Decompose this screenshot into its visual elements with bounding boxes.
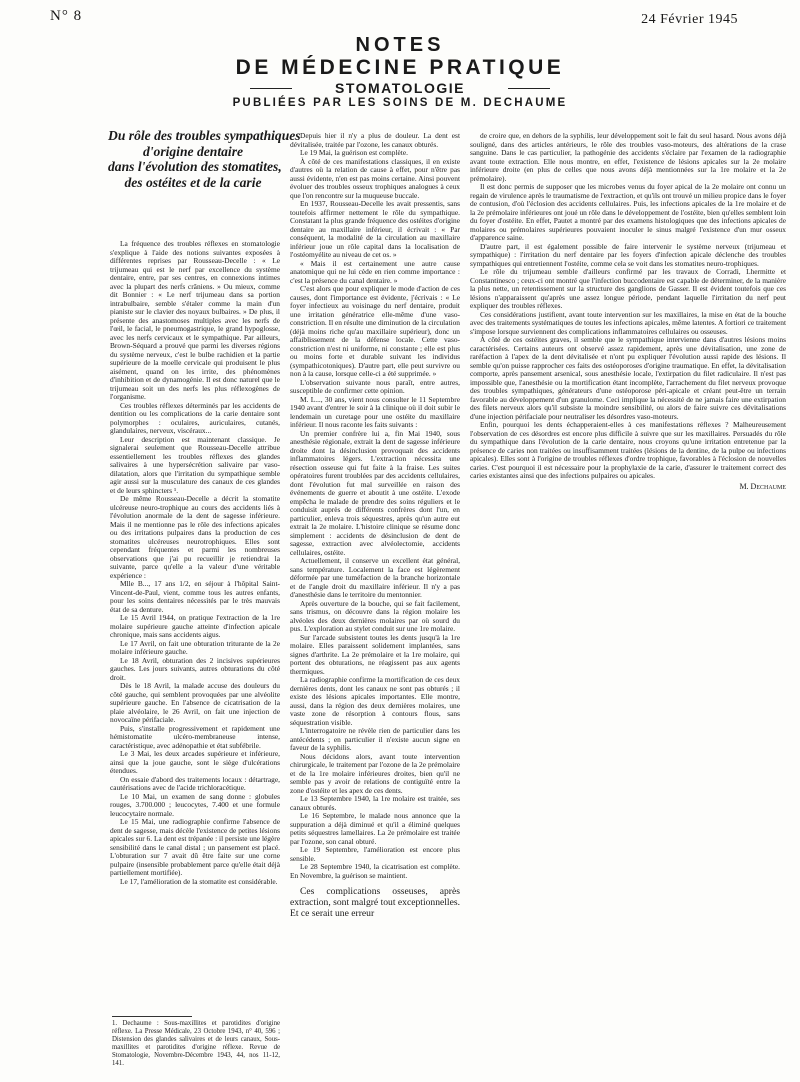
footnote-rule xyxy=(112,1016,192,1017)
paragraph: Le 18 Avril, obturation des 2 incisives supérieures gauches. Les jours suivants, autres obturations du côté droit. xyxy=(110,655,280,682)
paragraph: Le 28 Septembre 1940, la cicatrisation est complète. En Novembre, la guérison se maintient. xyxy=(290,862,460,880)
journal-subtitle: PUBLIÉES PAR LES SOINS DE M. DECHAUME xyxy=(232,97,568,109)
section-heading xyxy=(250,80,550,96)
journal-title-line1: NOTES xyxy=(355,34,445,56)
paragraph: « Mais il est certainement une autre cause anatomique qui ne lui cède en rien comme importance : c'est la présence du canal dentaire. » xyxy=(290,258,460,285)
paragraph: M. L..., 30 ans, vient nous consulter le 11 Septembre 1940 avant d'entrer le soir à la clinique où il doit subir le lendemain un curetage pour une ostéite du maxillaire inférieur. Il nous raconte les faits suivants : xyxy=(290,394,460,429)
paragraph: Ces considérations justifient, avant toute intervention sur les maxillaires, la mise en état de la bouche avec des traitements systématiques de toutes les infections apicales, même latentes. A fortiori ce traitement s'impose lorsque surviennent des complications inflammatoires cellulaires ou osseuses. xyxy=(470,309,786,336)
paragraph: Nous décidons alors, avant toute intervention chirurgicale, le traitement par l'ozone de la 2e prémolaire et de la 1re molaire inférieures droites, bien qu'il ne semble pas y avoir de relations de contiguïté entre la zone d'ostéite et les apex de ces dents. xyxy=(290,751,460,795)
paragraph: Le 13 Septembre 1940, la 1re molaire est traitée, ses canaux obturés. xyxy=(290,794,460,812)
paragraph: Le 17, l'amélioration de la stomatite est considérable. xyxy=(120,876,278,886)
paragraph: Un premier confrère lui a, fin Mai 1940, sous anesthésie régionale, extrait la dent de sagesse inférieure droite dont la désinclusion provoquait des accidents inflammatoires légers. L'extraction nécessita une résection osseuse qui fut faite à la fraise. Les suites opératoires furent troublées par des accidents cellulaires, dont l'évolution fut mal surveillée en raison des événements de guerre et aboutit à une ostéite. L'exode empêcha le malade de prendre des soins réguliers et le conduisit auprès de différents confrères dont l'un, en particulier, enleva trois séquestres, après qu'un autre eut extrait la 2e molaire. L'histoire clinique se résume donc simplement : accidents de désinclusion de dent de sagesse, extraction avec alvéolectomie, accidents cellulaires, ostéite. xyxy=(290,428,460,557)
paragraph: Mlle B..., 17 ans 1/2, en séjour à l'hôpital Saint-Vincent-de-Paul, vient, comme tous les autres enfants, pour les soins dentaires nécessités par le très mauvais état de sa denture. xyxy=(110,579,280,614)
section-rule-left xyxy=(250,88,292,89)
paragraph: Après ouverture de la bouche, qui se fait facilement, sans trismus, on découvre dans la région molaire les alvéoles des deux dernières molaires par où sourd du pus. L'exploration au stylet conduit sur une 1re molaire. xyxy=(290,598,460,633)
paragraph: de croire que, en dehors de la syphilis, leur développement soit le fait du seul hasard. Nous avons déjà souligné, dans des articles antérieurs, le rôle des troubles vaso-moteurs, des altérations de la crase sanguine. Dans le cas particulier, la pathogénie des accidents s'éclaire par l'examen de la radiographie avant toute extraction. Elle nous montre, en effet, l'existence de lésions apicales sur la 2e molaire inférieure droite (en plus de celles que nous avons déjà mentionnées sur la 1re molaire et la 2e prémolaire). xyxy=(470,132,786,183)
paragraph: Le 19 Septembre, l'amélioration est encore plus sensible. xyxy=(290,845,460,863)
paragraph: À côté de ces manifestations classiques, il en existe d'autres où la relation de cause à effet, pour n'être pas aussi évidente, n'en est pas moins certaine. Ainsi pouvent évoluer des troubles osseux trophiques analogues à ceux que l'on rencontre sur la muqueuse buccale. xyxy=(290,156,460,200)
paragraph: Le 10 Mai, un examen de sang donne : globules rouges, 3.700.000 ; leucocytes, 7.400 et une formule leucocytaire normale. xyxy=(110,791,280,818)
article-title-line: d'origine dentaire xyxy=(142,143,244,159)
paragraph: On essaie d'abord des traitements locaux : détartrage, cautérisations avec de l'acide trichloracétique. xyxy=(110,774,280,792)
article-title-line: dans l'évolution des stomatites, xyxy=(108,159,282,174)
paragraph: Le 15 Avril 1944, on pratique l'extraction de la 1re molaire supérieure gauche atteinte d'infection apicale chronique, mais sans accidents aigus. xyxy=(110,613,280,639)
paragraph: Depuis hier il n'y a plus de douleur. La dent est dévitalisée, traitée par l'ozone, les canaux obturés. xyxy=(290,132,460,149)
article-column-3 xyxy=(470,132,786,1082)
section-label: STOMATOLOGIE xyxy=(334,80,465,96)
section-rule-right xyxy=(508,88,550,89)
paragraph-large: Ces complications osseuses, après extraction, sont malgré tout exceptionnelles. Et ce serait une erreur xyxy=(290,886,460,919)
paragraph: Le 17 Avril, on fait une obturation triturante de la 2e molaire inférieure gauche. xyxy=(110,638,280,656)
paragraph: Le 19 Mai, la guérison est complète. xyxy=(300,148,408,157)
article-title-line: Du rôle des troubles sympathiques xyxy=(108,128,301,143)
article-title xyxy=(108,128,301,190)
issue-number: N° 8 xyxy=(50,8,83,24)
paragraph: Le 3 Mai, les deux arcades supérieure et inférieure, ainsi que la joue gauche, sont le siège d'ulcérations étendues. xyxy=(110,749,280,775)
paragraph: Dès le 18 Avril, la malade accuse des douleurs du côté gauche, qui semblent provoquées par une alvéolite supérieure gauche. En l'absence de cicatrisation de la plaie alvéolaire, le 26 Avril, on fait une injection de novocaïne périfaciale. xyxy=(110,681,280,724)
paragraph: En 1937, Rousseau-Decelle les avait pressentis, sans toutefois affirmer nettement le rôle du sympathique. Constatant la plus grande fréquence des ostéites d'origine dentaire au maxillaire inférieur, il écrivait : « Par conséquent, la modalité de la circulation au maxillaire inférieur joue un rôle capital dans la localisation de l'ostéomyélite au niveau de cet os. » xyxy=(290,199,460,259)
journal-title-line2: DE MÉDECINE PRATIQUE xyxy=(235,56,565,79)
paragraph: De même Rousseau-Decelle a décrit la stomatite ulcéreuse neuro-trophique au cours des accidents liés à l'évolution anormale de la dent de sagesse inférieure. Mais il ne mentionne pas le rôle des infections apicales ou des irritations pulpaires dans la production de ces stomatites ulcéreuses neurotrophiques. Elles sont cependant fréquentes et parmi les nombreuses observations que j'ai pu recueillir je retiendrai la suivante, parce qu'elle a la valeur d'une véritable expérience : xyxy=(110,494,280,580)
paragraph: L'observation suivante nous paraît, entre autres, susceptible de confirmer cette opinion. xyxy=(290,377,460,395)
paragraph: Actuellement, il conserve un excellent état général, sans température. Localement la face est légèrement déformée par une tuméfaction de la branche horizontale et de l'angle droit du maxillaire inférieur. Il n'y a pas d'anesthésie dans le territoire du mentonnier. xyxy=(290,556,460,599)
author-signature: M. Dechaume xyxy=(739,481,786,491)
paragraph: La radiographie confirme la mortification de ces deux dernières dents, dont les canaux ne sont pas obturés ; il existe des lésions apicales importantes. Elle montre, aussi, dans la région des deux dernières molaires, une vaste zone de résorption à contours flous, sans séquestration visible. xyxy=(290,675,460,727)
issue-date: 24 Février 1945 xyxy=(641,12,738,27)
paragraph: D'autre part, il est également possible de faire intervenir le système nerveux (trijumeau et sympathique) : l'irritation du nerf dentaire par les foyers d'infection apicale déclenche des troubles sympathiques qui entretiennent l'ostéite, comme cela se voit dans les stomatites neuro-trophiques. xyxy=(470,241,786,268)
article-column-2 xyxy=(290,132,460,1082)
paragraph: Le 15 Mai, une radiographie confirme l'absence de dent de sagesse, mais décèle l'existence de petites lésions apicales sur 6. La dent est trépanée : il persiste une légère sensibilité dans le canal distal ; un pansement est placé. L'obturation sur 7 avait dû être faite sur une corne pulpaire (insensible probablement parce qu'elle était déjà partiellement mortifiée). xyxy=(110,817,280,877)
paragraph: Leur description est maintenant classique. Je signalerai seulement que Rousseau-Decelle attribue essentiellement les troubles réflexes des glandes salivaires à une hypersécrétion salivaire par vaso-dilatation, alors que l'irritation du sympathique semble agir aussi sur la musculature des canaux de ces glandes et de leurs sphincters ¹. xyxy=(110,434,280,495)
paragraph: Il est donc permis de supposer que les microbes venus du foyer apical de la 2e molaire ont connu un regain de virulence après le traumatisme de l'extraction, et qu'ils ont trouvé un milieu propice dans le foyer de contusion, d'où l'éclosion des accidents cellulaires. Puis, les infections apicales de la 1re molaire et de la 2e prémolaire inférieures ont joué un rôle dans le développement de l'ostéite, bien qu'elles semblent loin du foyer d'ostéite. En effet, Pautet a montré par des examens histologiques que des infections apicales de molaires ou prémolaires supérieures pouvaient inoculer le sinus malgré l'existence d'un mur osseux d'apparence saine. xyxy=(470,182,786,242)
paragraph: Puis, s'installe progressivement et rapidement une hémistomatite ulcéro-membraneuse intense, caractéristique, avec adénopathie et état subfébrile. xyxy=(110,723,280,750)
article-title-line: des ostéites et de la carie xyxy=(124,174,262,190)
paragraph: La fréquence des troubles réflexes en stomatologie s'explique à l'aide des notions suivantes exposées à différentes reprises par Rousseau-Decelle : « Le trijumeau qui est le nerf par excellence du système dentaire, entre, par ses centres, en connexions intimes avec la plupart des nerfs crâniens. » Ou mieux, comme dit Bonnier : « Le nerf trijumeau dans sa portion intrabulbaire, semble s'étaler comme la main d'un pianiste sur le clavier des noyaux bulbaires. » De plus, il présente des anastomoses multiples avec les nerfs de l'œil, le facial, le pneumogastrique, le grand hypoglosse, avec les nerfs cervicaux et le sympathique. Par ailleurs, Brown-Séquard a prouvé que parmi les diverses régions du système nerveux, c'est le bulbe rachidien et la partie supérieure de la moelle cervicale qui produisent le plus aisément, quand on les irrite, des phénomènes d'inhibition et de dynamogénie. Il est donc naturel que le trijumeau soit un des nerfs les plus réflexogènes de l'organisme. xyxy=(110,240,280,401)
paragraph: Enfin, pourquoi les dents échapperaient-elles à ces manifestations réflexes ? Malheureusement l'observation de ces désordres est encore plus difficile à suivre que sur les maxillaires. Persuadés du rôle du sympathique dans l'évolution de la carie dentaire, nous croyons qu'une irritation entretenue par la présence de caries non traitées ou insuffisamment traitées (lésions de la dentine, de la pulpe ou infections apicales). Elles sont à l'origine de troubles réflexes d'ordre trophique, favorables à l'éclosion de nouvelles caries. C'est pourquoi il est nécessaire pour la prophylaxie de la carie, d'assurer le traitement correct des caries existantes ainsi que des infections pulpaires ou apicales. xyxy=(470,420,786,480)
paragraph: À côté de ces ostéites graves, il semble que le sympathique intervienne dans d'autres lésions moins caractérisées. Certains auteurs ont observé assez rapidement, après une dévitalisation, une zone de raréfaction à l'apex de la dent dévitalisée et n'ont pu expliquer l'évolution aussi rapide des lésions. Il semble qu'on puisse rapprocher ces faits des ostéoporoses d'origine traumatique. En effet, la dévitalisation comporte, après pansement arsenical, sous anesthésie locale, l'extirpation du filet radiculaire. Il n'est pas impossible que, l'anesthésie ou la mortification étant incomplète, l'arrachement du filet nerveux provoque des troubles sympathiques, générateurs d'une ostéoporose péri-apicale et créant peut-être un terrain favorable au développement d'un granulome. Ceci implique la nécessité de ne jamais faire une extirpation des filets nerveux alors qu'il subsiste la moindre sensibilité, ou alors de faire suivre ces dévitalisations d'une injection périfaciale pour neutraliser les désordres vaso-moteurs. xyxy=(470,335,786,421)
paragraph: Sur l'arcade subsistent toutes les dents jusqu'à la 1re molaire. Elles paraissent solidement implantées, sans signes d'arthrite. La 2e prémolaire et la 1re molaire, qui portent des obturations, ne réagissent pas aux agents thermiques. xyxy=(290,632,460,676)
footnote: 1. Dechaume : Sous-maxillites et parotidites d'origine réflexe. La Presse Médicale, 23 Octobre 1943, n° 40, 596 ; Distension des glandes salivaires et de leurs canaux, Sous-maxillites et parotidites d'origine réflexe. Revue de Stomatologie, Novembre-Décembre 1943, 44, nos 11-12, 141. xyxy=(112,1020,280,1067)
paragraph: C'est alors que pour expliquer le mode d'action de ces causes, dont l'importance est évidente, j'écrivais : « Le foyer infectieux au voisinage du nerf dentaire, produit une irritation génératrice elle-même d'une vaso-constriction. Il en résulte une diminution de la circulation (déjà moins riche qu'au maxillaire supérieur), donc un affaiblissement de la défense locale. Cette vaso-constriction n'est ni uniforme, ni constante ; elle est plus ou moins forte et durable suivant les individus (sympathicotoniques). D'autre part, elle peut survivre ou non à la cause, lorsque celle-ci a été supprimée. » xyxy=(290,284,460,378)
paragraph: Le 16 Septembre, le malade nous annonce que la suppuration a déjà diminué et qu'il a éliminé quelques petits séquestres lamellaires. La 2e prémolaire est traitée par l'ozone, son canal obturé. xyxy=(290,811,460,846)
paragraph: Le rôle du trijumeau semble d'ailleurs confirmé par les travaux de Corradi, Lhermitte et Constantinesco ; ceux-ci ont montré que l'infection buccodentaire est capable de déterminer, de la manière la plus nette, un retentissement sur la structure des ganglions de Gasser. Il est évident toutefois que ces lésions n'apparaissent qu'après une assez longue période, pendant laquelle l'irritation du nerf peut expliquer des troubles réflexes. xyxy=(470,267,786,310)
paragraph: L'interrogatoire ne révèle rien de particulier dans les antécédents ; en particulier il n'existe aucun signe en faveur de la syphilis. xyxy=(290,726,460,752)
paragraph: Ces troubles réflexes déterminés par les accidents de dentition ou les complications de la carie dentaire sont polymorphes : oculaires, auriculaires, cutanés, glandulaires, nerveux, viscéraux... xyxy=(110,400,280,435)
article-column-1 xyxy=(110,240,280,1010)
